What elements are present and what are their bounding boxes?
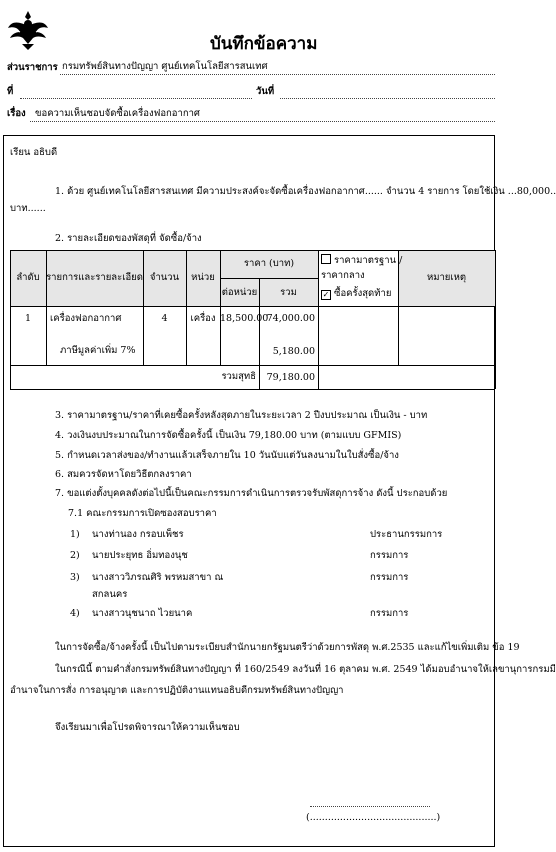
paragraph-7-1: 7.1 คณะกรรมการเปิดซองสอบราคา (68, 508, 217, 519)
committee-name: นางท่านอง กรอบเพ็ชร (92, 529, 184, 540)
grand-total-label: รวมสุทธิ (221, 371, 256, 382)
committee-no: 4) (70, 608, 80, 619)
row1-item: เครื่องฟอกอากาศ (50, 313, 122, 324)
paragraph-2: 2. รายละเอียดของพัสดุที่ จัดซื้อ/จ้าง (55, 233, 202, 244)
signature-name: (..........................................) (306, 812, 441, 823)
th-remark: หมายเหตุ (426, 272, 467, 283)
closing-line-1: ในการจัดซื้อ/จ้างครั้งนี้ เป็นไปตามระเบียบสำนักนายกรัฐมนตรีว่าด้วยการพัสดุ พ.ศ.2535 และแก้ไขเพิ่มเติม ข้อ 19 (55, 642, 520, 653)
paragraph-5: 5. กำหนดเวลาส่งของ/ทำงานแล้วเสร็จภายใน 10 วันนับแต่วันลงนามในใบสั่งซื้อ/จ้าง (55, 450, 399, 461)
committee-no: 3) (70, 572, 80, 583)
th-unit: หน่วย (191, 272, 215, 283)
row1-qty: 4 (161, 313, 168, 324)
dept-value: กรมทรัพย์สินทางปัญญา ศูนย์เทคโนโลยีสารสนเทศ (62, 61, 268, 72)
dept-label: ส่วนราชการ (7, 62, 58, 73)
th-qty: จำนวน (149, 272, 180, 283)
th-no: ลำดับ (16, 272, 40, 283)
subject-dotline (30, 121, 495, 122)
committee-name-cont: สกลนคร (92, 589, 128, 600)
grand-total-value: 79,180.00 (266, 372, 315, 383)
row2-item: ภาษีมูลค่าเพิ่ม 7% (60, 345, 136, 356)
th-item: รายการและรายละเอียด (46, 272, 143, 283)
std-price-checkbox[interactable] (321, 254, 331, 264)
committee-role: ประธานกรรมการ (370, 529, 443, 540)
th-mid-price: ราคากลาง (321, 270, 365, 281)
th-price: ราคา (บาท) (243, 258, 295, 269)
ref-dotline (20, 98, 252, 99)
memo-title: บันทึกข้อความ (210, 34, 318, 54)
subject-label: เรื่อง (7, 108, 26, 119)
paragraph-4: 4. วงเงินงบประมาณในการจัดซื้อครั้งนี้ เป็นเงิน 79,180.00 บาท (ตามแบบ GFMIS) (55, 430, 402, 441)
row1-unit-price: 18,500.00 (220, 313, 269, 324)
date-label: วันที่ (256, 86, 275, 97)
garuda-emblem (6, 8, 50, 52)
request-line: จึงเรียนมาเพื่อโปรดพิจารณาให้ความเห็นชอบ (55, 722, 240, 733)
th-std-price: ราคามาตรฐาน / (321, 254, 402, 267)
th-total: รวม (280, 287, 297, 298)
committee-role: กรรมการ (370, 550, 409, 561)
paragraph-6: 6. สมควรจัดหาโดยวิธีตกลงราคา (55, 469, 192, 480)
date-dotline (280, 98, 495, 99)
committee-role: กรรมการ (370, 608, 409, 619)
row1-unit: เครื่อง (190, 313, 216, 324)
subject-value: ขอความเห็นชอบจัดซื้อเครื่องฟอกอากาศ (35, 108, 200, 119)
th-unit-price: ต่อหน่วย (221, 287, 258, 298)
committee-no: 2) (70, 550, 80, 561)
salutation: เรียน อธิบดี (10, 147, 58, 158)
last-buy-checkbox[interactable]: ✓ (322, 290, 330, 299)
paragraph-1: 1. ด้วย ศูนย์เทคโนโลยีสารสนเทศ มีความประสงค์จะจัดซื้อเครื่องฟอกอากาศ...... จำนวน 4 รายการ โดยใช้เงิน ...80,000.. (55, 186, 556, 197)
dept-dotline (60, 74, 495, 75)
row1-no: 1 (24, 313, 32, 324)
paragraph-3: 3. ราคามาตรฐาน/ราคาที่เคยซื้อครั้งหลังสุดภายในระยะเวลา 2 ปีงบประมาณ เป็นเงิน - บาท (55, 410, 428, 421)
th-last-buy: ✓ ซื้อครั้งสุดท้าย (322, 288, 392, 299)
ref-label: ที่ (7, 86, 14, 97)
closing-line-2: ในกรณีนี้ ตามคำสั่งกรมทรัพย์สินทางปัญญา ที่ 160/2549 ลงวันที่ 16 ตุลาคม พ.ศ. 2549 ได้มอบอำนาจให้เลขานุการกรมมี (55, 664, 556, 675)
paragraph-1-cont: บาท...... (10, 203, 46, 214)
closing-line-3: อำนาจในการสั่ง การอนุญาต และการปฏิบัติงานแทนอธิบดีกรมทรัพย์สินทางปัญญา (10, 685, 344, 696)
row2-total: 5,180.00 (272, 346, 315, 357)
items-table (10, 250, 495, 390)
committee-role: กรรมการ (370, 572, 409, 583)
committee-name: นางสาวนุชนาถ ไวยนาค (92, 608, 193, 619)
committee-no: 1) (70, 529, 80, 540)
row1-total: 74,000.00 (266, 313, 315, 324)
committee-name: นางสาววิภรณศิริ พรหมสาขา ณ (92, 572, 224, 583)
committee-name: นายประยุทธ อิ่มทองนุช (92, 550, 188, 561)
paragraph-7: 7. ขอแต่งตั้งบุคคลดังต่อไปนี้เป็นคณะกรรมการดำเนินการตรวจรับพัสดุการจ้าง ดังนี้ ประกอบด้วย (55, 488, 448, 499)
signature-line (310, 806, 430, 807)
